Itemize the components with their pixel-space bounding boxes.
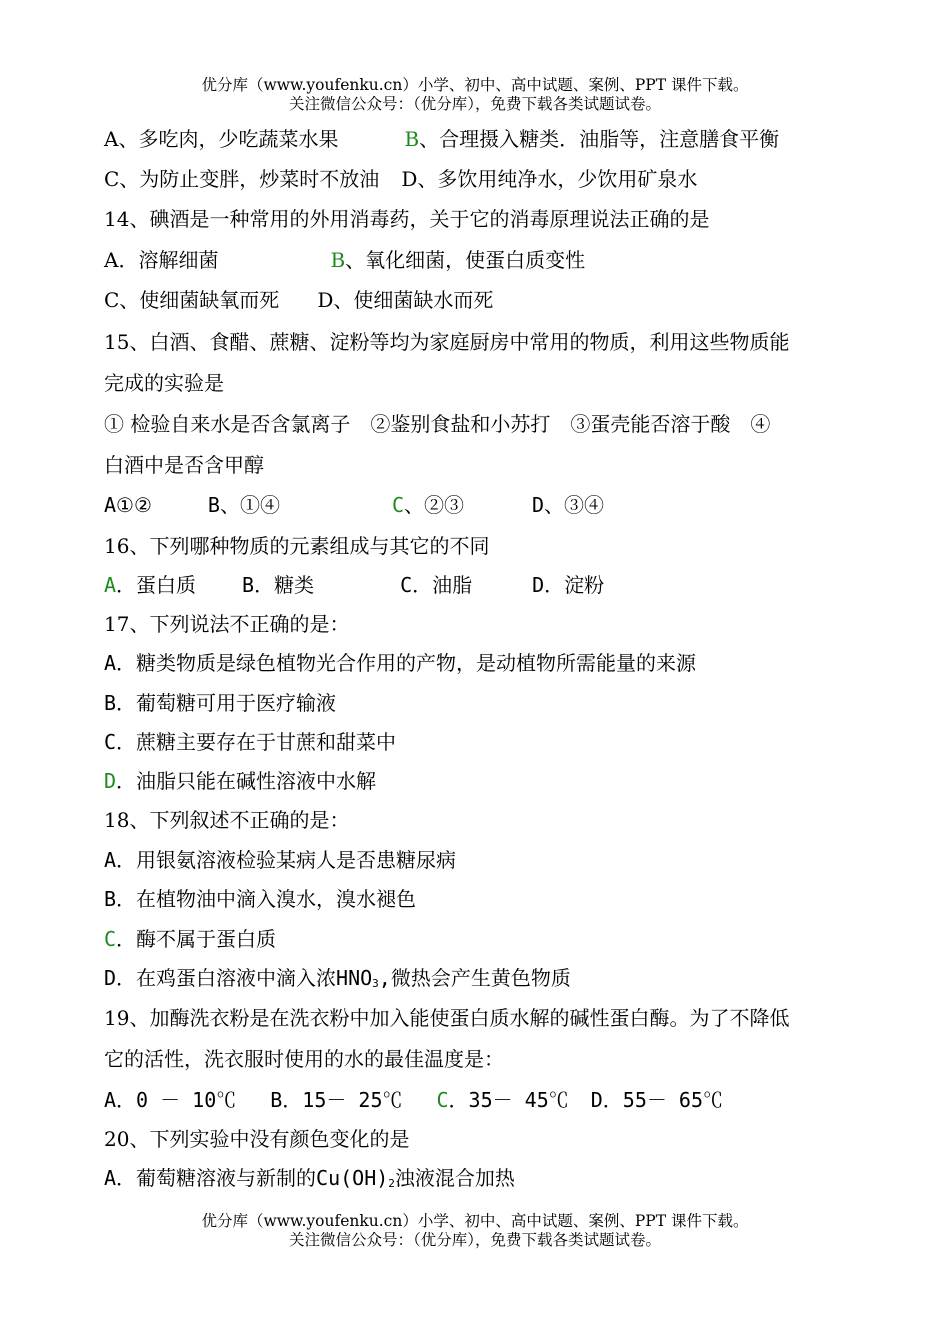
q19-option-d: D．55－ 65℃ bbox=[590, 1088, 724, 1112]
q17-option-b: B．葡萄糖可用于医疗输液 bbox=[104, 691, 337, 715]
q14-answer-letter: B bbox=[330, 248, 346, 272]
q20-formula-subscript: 2 bbox=[388, 1177, 395, 1190]
q17-option-a: A．糖类物质是绿色植物光合作用的产物，是动植物所需能量的来源 bbox=[104, 651, 697, 675]
q13-option-c: C、为防止变胖，炒菜时不放油 bbox=[104, 167, 380, 191]
q18-stem: 18、下列叙述不正确的是： bbox=[104, 808, 350, 832]
q20-row-a bbox=[104, 1164, 515, 1198]
q13-option-b: 、合理摄入糖类．油脂等，注意膳食平衡 bbox=[419, 127, 780, 151]
q14-option-b: 、氧化细菌，使蛋白质变性 bbox=[345, 248, 586, 272]
q13-option-a: A、多吃肉，少吃蔬菜水果 bbox=[104, 127, 339, 151]
q13-option-d: D、多饮用纯净水，少饮用矿泉水 bbox=[401, 167, 698, 191]
q14-option-c: C、使细菌缺氧而死 bbox=[104, 288, 280, 312]
q13-row-cd bbox=[104, 165, 697, 193]
header-line-2: 关注微信公众号：（优分库），免费下载各类试题试卷。 bbox=[288, 95, 661, 113]
q13-row-ab bbox=[104, 125, 779, 153]
header-line-1: 优分库（www.youfenku.cn）小学、初中、高中试题、案例、PPT 课件下载。 bbox=[201, 76, 749, 94]
q15-options bbox=[104, 491, 604, 519]
q18-row-c bbox=[104, 925, 276, 953]
q13-answer-letter: B bbox=[404, 127, 420, 151]
q17-stem: 17、下列说法不正确的是： bbox=[104, 612, 350, 636]
q14-option-d: D、使细菌缺水而死 bbox=[317, 288, 494, 312]
q15-option-c: 、②③ bbox=[404, 493, 464, 517]
page-header bbox=[0, 76, 950, 114]
q18-option-c: ．酶不属于蛋白质 bbox=[116, 927, 277, 951]
q18-answer-letter: C bbox=[104, 927, 117, 951]
q17-option-d: ．油脂只能在碱性溶液中水解 bbox=[116, 769, 377, 793]
q16-option-b: B．糖类 bbox=[242, 573, 315, 597]
q16-options bbox=[104, 571, 604, 599]
q16-option-d: D．淀粉 bbox=[532, 573, 605, 597]
footer-line-2: 关注微信公众号：（优分库），免费下载各类试题试卷。 bbox=[288, 1231, 661, 1249]
q14-stem: 14、碘酒是一种常用的外用消毒药，关于它的消毒原理说法正确的是 bbox=[104, 207, 710, 231]
q17-row-d bbox=[104, 767, 376, 795]
q15-option-d: D、③④ bbox=[532, 493, 605, 517]
q15-items-2: 白酒中是否含甲醇 bbox=[104, 453, 264, 477]
q19-answer-letter: C bbox=[436, 1088, 449, 1112]
q15-answer-letter: C bbox=[391, 493, 404, 517]
q16-option-a: ．蛋白质 bbox=[116, 573, 197, 597]
q17-option-c: C．蔗糖主要存在于甘蔗和甜菜中 bbox=[104, 730, 397, 754]
q18-option-d-post: ,微热会产生黄色物质 bbox=[378, 966, 571, 990]
q17-answer-letter: D bbox=[104, 769, 117, 793]
q20-formula: Cu(OH) bbox=[316, 1166, 389, 1190]
q19-option-b: B．15－ 25℃ bbox=[270, 1088, 403, 1112]
q18-formula: HNO bbox=[336, 966, 373, 990]
q20-stem: 20、下列实验中没有颜色变化的是 bbox=[104, 1127, 410, 1151]
q18-option-d-pre: D．在鸡蛋白溶液中滴入浓 bbox=[104, 966, 337, 990]
q18-row-d bbox=[104, 964, 571, 998]
q14-option-a: A．溶解细菌 bbox=[104, 248, 219, 272]
q15-option-b: B、①④ bbox=[207, 493, 280, 517]
q16-stem: 16、下列哪种物质的元素组成与其它的不同 bbox=[104, 534, 490, 558]
q16-option-c: C．油脂 bbox=[400, 573, 473, 597]
q18-formula-subscript: 3 bbox=[372, 977, 379, 990]
q18-option-b: B．在植物油中滴入溴水，溴水褪色 bbox=[104, 887, 417, 911]
q15-stem-1: 15、白酒、食醋、蔗糖、淀粉等均为家庭厨房中常用的物质，利用这些物质能 bbox=[104, 330, 790, 354]
q14-row-ab bbox=[104, 246, 585, 274]
q18-option-a: A．用银氨溶液检验某病人是否患糖尿病 bbox=[104, 848, 457, 872]
q19-option-a: A．0 － 10℃ bbox=[104, 1088, 237, 1112]
q19-option-c: ．35－ 45℃ bbox=[448, 1088, 569, 1112]
q20-option-a-post: 浊液混合加热 bbox=[394, 1166, 515, 1190]
q20-option-a-pre: A．葡萄糖溶液与新制的 bbox=[104, 1166, 317, 1190]
q15-items-1: ① 检验自来水是否含氯离子 ②鉴别食盐和小苏打 ③蛋壳能否溶于酸 ④ bbox=[104, 412, 771, 436]
q19-stem-2: 它的活性，洗衣服时使用的水的最佳温度是： bbox=[104, 1047, 504, 1071]
q15-option-a: A①② bbox=[104, 493, 152, 517]
q15-stem-2: 完成的实验是 bbox=[104, 371, 224, 395]
q19-options bbox=[104, 1086, 723, 1114]
footer-line-1: 优分库（www.youfenku.cn）小学、初中、高中试题、案例、PPT 课件下载。 bbox=[201, 1212, 749, 1230]
q19-stem-1: 19、加酶洗衣粉是在洗衣粉中加入能使蛋白质水解的碱性蛋白酶。为了不降低 bbox=[104, 1006, 790, 1030]
q16-answer-letter: A bbox=[104, 573, 117, 597]
page-footer bbox=[0, 1212, 950, 1250]
q14-row-cd bbox=[104, 286, 493, 314]
